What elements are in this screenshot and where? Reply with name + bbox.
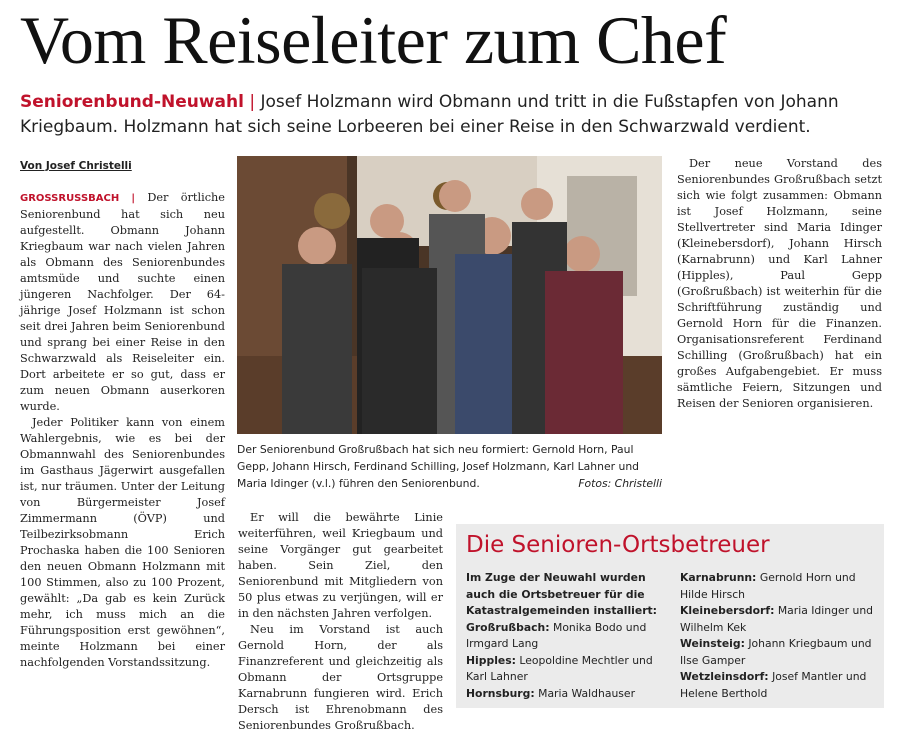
caption-text: Der Seniorenbund Großrußbach hat sich neu formiert: Gernold Horn, Paul Gepp, Johann Hirsch, Ferdinand Schilling, Josef Holzmann, Karl Lahner und Maria Idinger (v.l.) führen den Seniorenbund. xyxy=(237,443,640,490)
sidebox-entry xyxy=(466,653,658,686)
entry-names: Josef Mantler und Helene Berthold xyxy=(680,670,867,700)
sidebox-column-2 xyxy=(680,570,880,702)
dateline: GROSSRUSSBACH | xyxy=(20,193,136,204)
paragraph-3: Er will die bewährte Linie weiterführen, weil Kriegbaum und seine Vorgänger gut gearbeitet haben. Sein Ziel, den Seniorenbund mit Mitgliedern von 50 plus etwas zu verjüngen, will er in den nächsten Jahren verfolgen. xyxy=(238,511,443,620)
headline: Vom Reiseleiter zum Chef xyxy=(20,2,727,78)
sidebox-entry xyxy=(466,686,658,703)
entry-names: Maria Waldhauser xyxy=(538,686,636,700)
entry-names: Leopoldine Mechtler und Karl Lahner xyxy=(466,653,653,683)
paragraph-5: Der neue Vorstand des Seniorenbundes Großrußbach setzt sich wie folgt zusammen: Obmann ist Josef Holzmann, seine Stellvertreter sind Maria Idinger (Kleinebersdorf), Johann Hirsch (Karnabrunn) und Karl Lahner (Hipples), Paul Gepp (Großrußbach) ist weiterhin für die Schriftführung zuständig und Gernold Horn für die Finanzen. Organisationsreferent Ferdinand Schilling (Großrußbach) hat ein großes Aufgabengebiet. Er muss sämtliche Feiern, Sitzungen und Reisen der Senioren organisieren. xyxy=(677,157,882,410)
sidebox-entry xyxy=(466,620,658,653)
sidebox-entry xyxy=(680,570,880,603)
sidebox-entry xyxy=(680,603,880,636)
entry-place: Kleinebersdorf: xyxy=(680,604,775,617)
sidebox-intro-text: Im Zuge der Neuwahl wurden auch die Ortsbetreuer für die Katastralgemeinden installiert: xyxy=(466,571,657,617)
lead-text xyxy=(20,90,890,140)
sidebox-intro xyxy=(466,570,658,620)
photo-credit: Fotos: Christelli xyxy=(578,477,662,490)
lead-body: Josef Holzmann wird Obmann und tritt in die Fußstapfen von Johann Kriegbaum. Holzmann hat sich seine Lorbeeren bei einer Reise in den Schwarzwald verdient. xyxy=(20,92,839,137)
article-column-1 xyxy=(20,190,225,671)
article-column-3 xyxy=(677,156,882,412)
entry-names: Gernold Horn und Hilde Hirsch xyxy=(680,571,856,601)
lead-kicker: Seniorenbund-Neuwahl xyxy=(20,92,244,112)
entry-names: Johann Kriegbaum und Ilse Gamper xyxy=(680,637,872,667)
group-photo xyxy=(237,156,662,434)
sidebox-column-1 xyxy=(466,570,658,702)
lead-separator: | xyxy=(249,92,256,112)
entry-place: Hornsburg: xyxy=(466,686,535,700)
group-photo-illustration xyxy=(237,156,662,434)
paragraph-2: Jeder Politiker kann von einem Wahlergebnis, wie es bei der Obmannwahl des Seniorenbundes im Gasthaus Jägerwirt ausgefallen ist, nur träumen. Unter der Leitung von Bürgermeister Josef Zimmermann (ÖVP) und Teilbezirksobmann Erich Prochaska haben die 100 Senioren den neuen Obmann Holzmann mit 100 Stimmen, also zu 100 Prozent, gewählt: „Da gab es kein Zurück mehr, ich muss mich an die Führungsposition erst gewöhnen“, meinte Holzmann bei einer nachfolgenden Vorstandssitzung. xyxy=(20,416,225,669)
paragraph-1-text: Der örtliche Seniorenbund hat sich neu aufgestellt. Obmann Johann Kriegbaum war nach vielen Jahren als Obmann des Seniorenbundes amtsmüde und suchte einen jüngeren Nachfolger. Der 64-jährige Josef Holzmann ist schon seit drei Jahren beim Seniorenbund und sprang bei einer Reise in den Schwarzwald als Reiseleiter ein. Dort arbeitete er so gut, dass er zum neuen Obmann auserkoren wurde. xyxy=(20,191,225,413)
article-column-2 xyxy=(238,510,443,734)
entry-place: Großrußbach: xyxy=(466,620,550,634)
sidebox-entry xyxy=(680,636,880,669)
entry-place: Karnabrunn: xyxy=(680,571,757,584)
entry-names: Maria Idinger und Wilhelm Kek xyxy=(680,604,874,634)
sidebox-entry xyxy=(680,669,880,702)
entry-names: Monika Bodo und Irmgard Lang xyxy=(466,620,647,650)
entry-place: Weinsteig: xyxy=(680,637,745,650)
byline: Von Josef Christelli xyxy=(20,160,132,172)
paragraph-1 xyxy=(20,190,225,415)
photo-caption xyxy=(237,441,662,492)
sidebox-title: Die Senioren-Ortsbetreuer xyxy=(466,532,770,558)
paragraph-4: Neu im Vorstand ist auch Gernold Horn, der als Finanzreferent und gleichzeitig als Obmann der Ortsgruppe Karnabrunn fungieren wird. Erich Dersch ist Ehrenobmann des Seniorenbundes Großrußbach. xyxy=(238,623,443,732)
entry-place: Hipples: xyxy=(466,653,516,667)
entry-place: Wetzleinsdorf: xyxy=(680,670,769,683)
